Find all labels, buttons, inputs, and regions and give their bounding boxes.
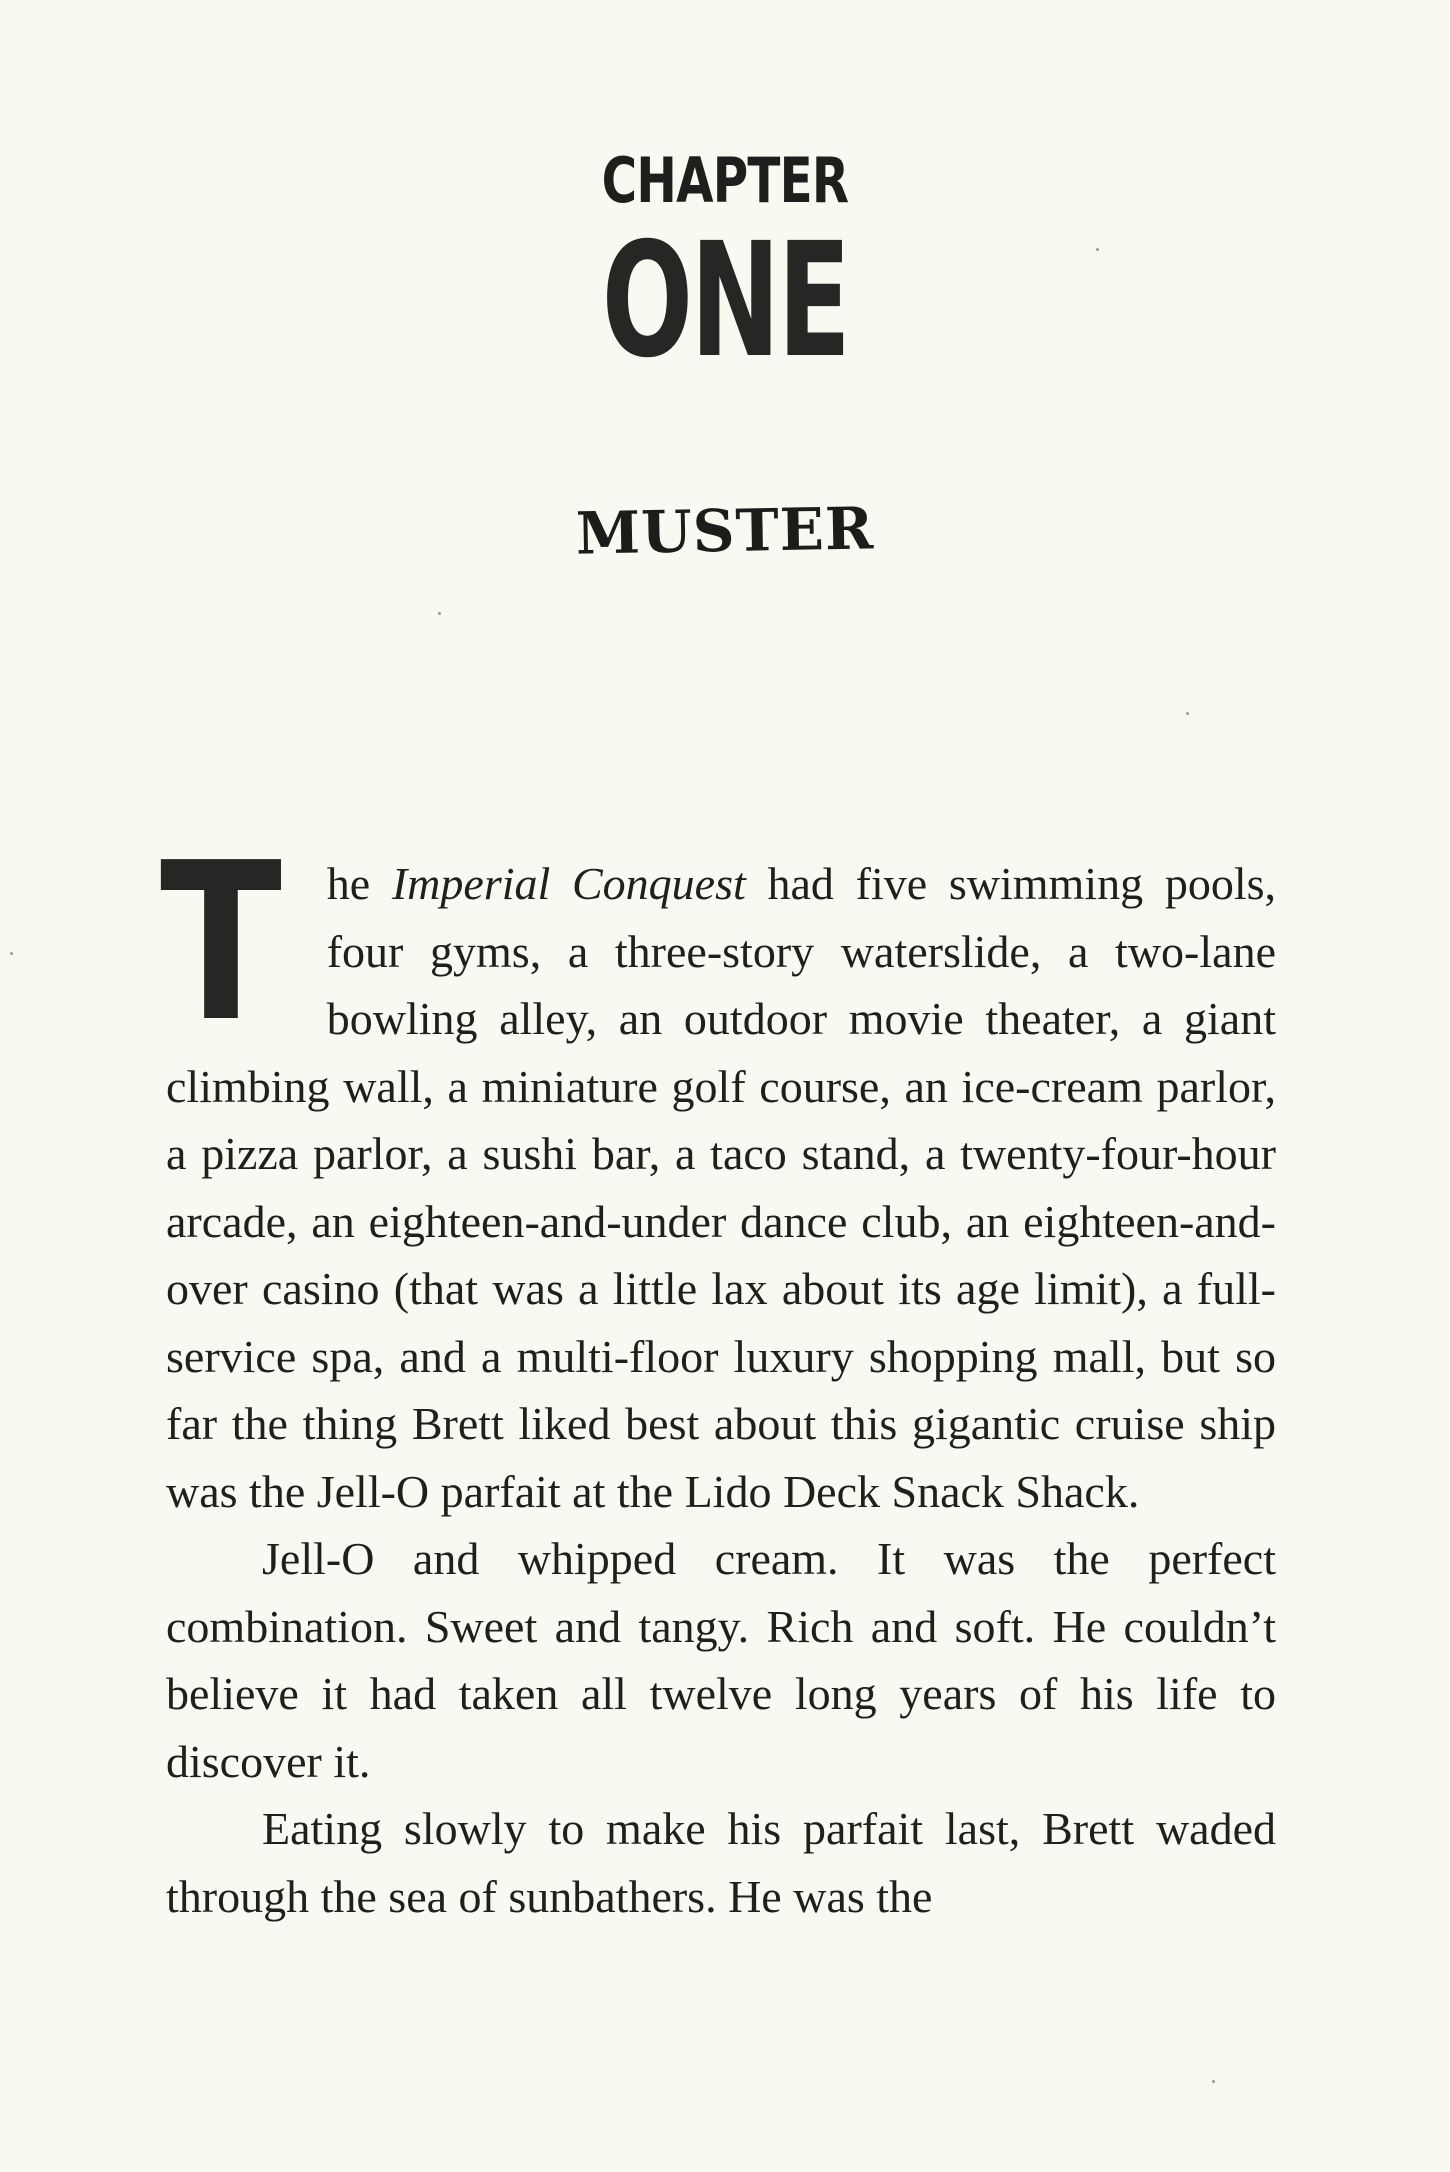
chapter-body	[160, 817, 1277, 1930]
chapter-title: MUSTER	[575, 494, 875, 568]
paragraph-1-lead: he	[326, 858, 392, 909]
paper-speck	[438, 612, 441, 615]
paragraph-1	[160, 817, 1277, 1525]
paper-speck	[1096, 248, 1099, 251]
paragraph-1-rest: had five swimming pools, four gyms, a three-story waterslide, a two-lane bowling alley, an outdoor movie theater, a giant climbing wall, a miniature golf course, an ice-cream parlor, a pizza parlor, a sushi bar, a taco stand, a twenty-four-hour arcade, an eighteen-and-under dance club, an eighteen-and-over casino (that was a little lax about its age limit), a full-service spa, and a multi-floor luxury shopping mall, but so far the thing Brett liked best about this gigantic cruise ship was the Jell-O parfait at the Lido Deck Snack Shack.	[166, 858, 1277, 1517]
chapter-number: ONE	[601, 209, 849, 393]
ship-name: Imperial Conquest	[391, 858, 746, 909]
paragraph-2: Jell-O and whipped cream. It was the perfect combination. Sweet and tangy. Rich and soft. He couldn’t believe it had taken all twelve long years of his life to discover it.	[166, 1533, 1276, 1787]
paper-speck	[1212, 2080, 1215, 2083]
chapter-label: CHAPTER	[601, 144, 849, 217]
paper-speck	[10, 952, 13, 955]
drop-cap: T	[160, 817, 282, 1070]
paper-speck	[1186, 712, 1189, 715]
paragraph-3: Eating slowly to make his parfait last, Brett waded through the sea of sunbathers. He was the	[166, 1803, 1276, 1922]
